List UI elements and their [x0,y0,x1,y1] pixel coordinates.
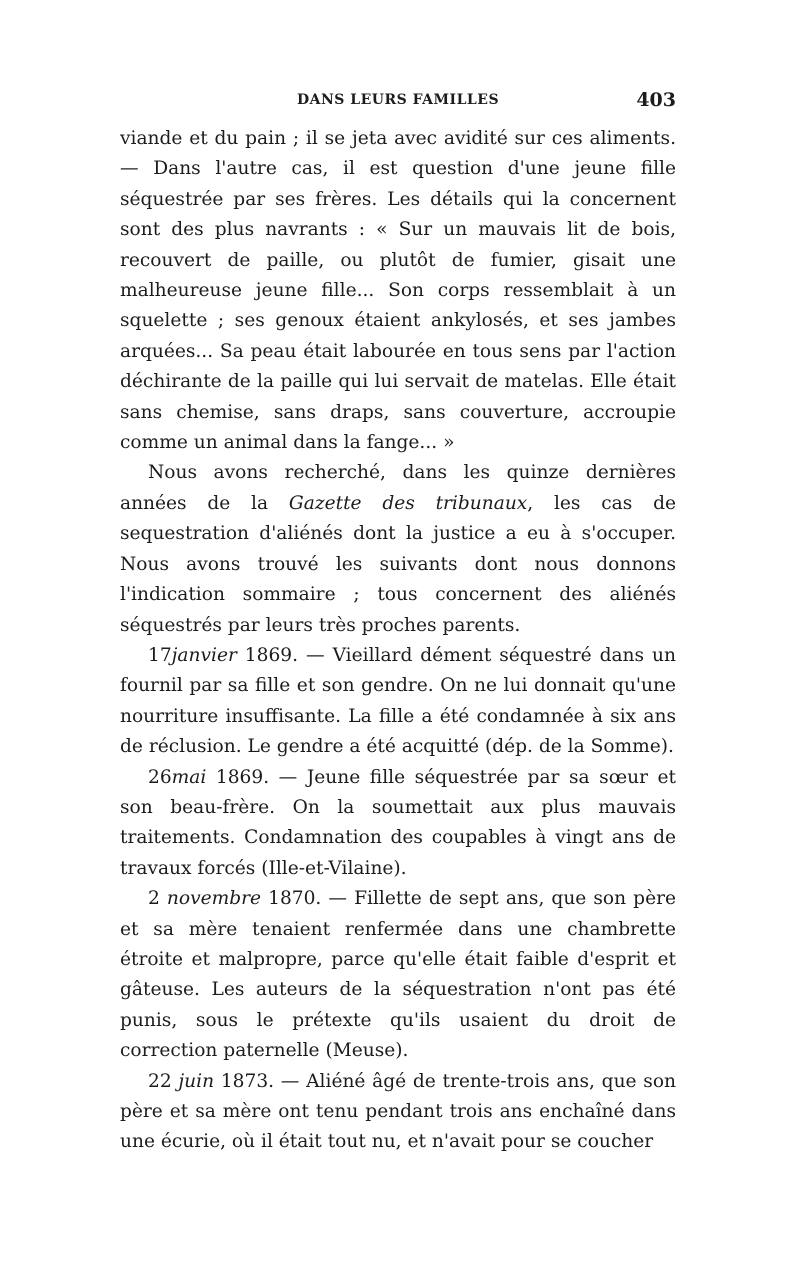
entry-month: janvier [171,644,237,666]
page-number: 403 [636,89,676,111]
entry-day: 2 [148,888,160,910]
entry-day: 26 [148,766,172,788]
entry-day: 17 [148,644,172,666]
running-head [120,89,676,116]
case-entry [120,763,676,885]
paragraph-gazette [120,458,676,640]
case-entry [120,884,676,1066]
running-title: DANS LEURS FAMILLES [296,92,500,108]
entry-text: 1873. — Aliéné âgé de trente-trois ans, que son père et sa mère ont tenu pendant trois ans enchaîné dans une écurie, où il était tout nu, et n'avait pour se coucher [120,1070,676,1153]
paragraph-continued: viande et du pain ; il se jeta avec avidité sur ces aliments. — Dans l'autre cas, il est question d'une jeune fille séquestrée par ses frères. Les détails qui la concernent sont des plus navrants : « Sur un mauvais lit de bois, recouvert de paille, ou plutôt de fumier, gisait une malheureuse jeune fille... Son corps ressemblait à un squelette ; ses genoux étaient ankylosés, et ses jambes arquées... Sa peau était labourée en tous sens par l'action déchirante de la paille qui lui servait de matelas. Elle était sans chemise, sans draps, sans couverture, accroupie comme un animal dans la fange... » [120,128,676,454]
entry-text: 1870. — Fillette de sept ans, que son père et sa mère tenaient renfermée dans une chambrette étroite et malpropre, parce qu'elle était faible d'esprit et gâteuse. Les auteurs de la séquestration n'ont pas été punis, sous le prétexte qu'ils usaient du droit de correction paternelle (Meuse). [120,888,676,1062]
body-text [120,124,676,1158]
paragraph-text: Nous avons recherché, dans les quinze dernières années de la [120,462,676,514]
entry-month: novembre [166,888,262,910]
case-entry [120,641,676,763]
entry-text: 1869. — Jeune fille séquestrée par sa sœur et son beau-frère. On la soumettait aux plus mauvais traitements. Condamnation des coupables à vingt ans de travaux forcés (Ille-et-Vilaine). [120,766,676,879]
entry-month: mai [171,766,207,788]
case-entry [120,1067,676,1158]
entry-text: 1869. — Vieillard dément séquestré dans un fournil par sa fille et son gendre. On ne lui donnait qu'une nourriture insuffisante. La fille a été condamnée à six ans de réclusion. Le gendre a été acquitté (dép. de la Somme). [120,644,676,758]
paragraph-text: , les cas de sequestration d'aliénés dont la justice a eu à s'occuper. Nous avons trouvé les suivants dont nous donnons l'indication sommaire ; tous concernent des aliénés séquestrés par leurs très proches parents. [120,492,676,636]
entry-month: juin [178,1070,215,1092]
entry-day: 22 [148,1070,172,1092]
publication-title: Gazette des tribunaux [288,492,528,514]
